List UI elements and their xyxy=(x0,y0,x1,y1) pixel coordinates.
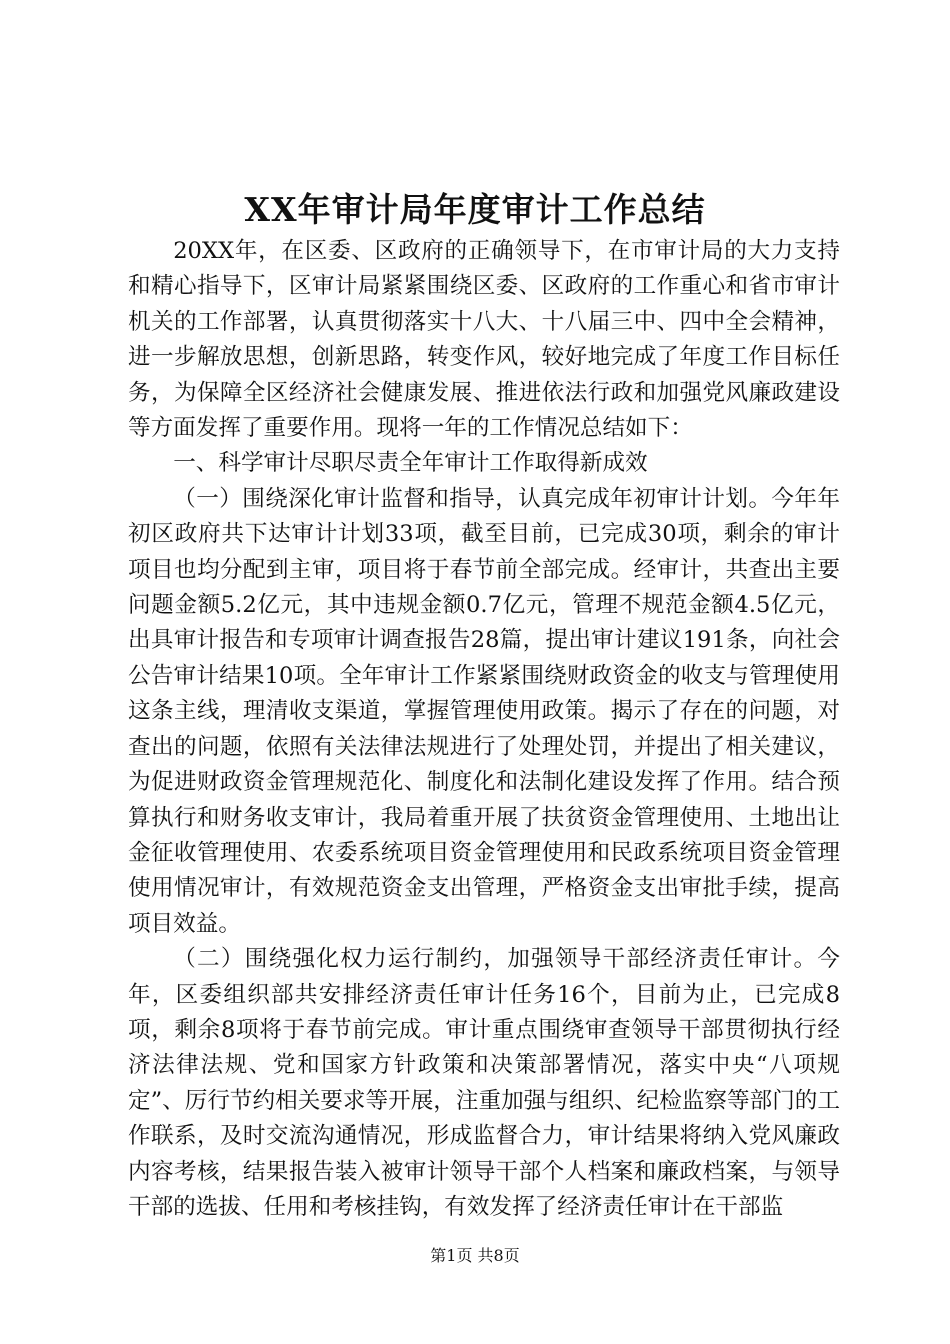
paragraph-subsection-1: （一）围绕深化审计监督和指导，认真完成年初审计计划。今年年初区政府共下达审计计划33项，截至目前，已完成30项，剩余的审计项目也均分配到主审，项目将于春节前全部完成。经审计，共查出主要问题金额5.2亿元，其中违规金额0.7亿元，管理不规范金额4.5亿元，出具审计报告和专项审计调查报告28篇，提出审计建议191条，向社会公告审计结果10项。全年审计工作紧紧围绕财政资金的收支与管理使用这条主线，理清收支渠道，掌握管理使用政策。揭示了存在的问题，对查出的问题，依照有关法律法规进行了处理处罚，并提出了相关建议，为促进财政资金管理规范化、制度化和法制化建设发挥了作用。结合预算执行和财务收支审计，我局着重开展了扶贫资金管理使用、土地出让金征收管理使用、农委系统项目资金管理使用和民政系统项目资金管理使用情况审计，有效规范资金支出管理，严格资金支出审批手续，提高项目效益。 xyxy=(128,485,840,937)
section-heading-1: 一、科学审计尽职尽责全年审计工作取得新成效 xyxy=(173,450,648,477)
paragraph-subsection-2: （二）围绕强化权力运行制约，加强领导干部经济责任审计。今年，区委组织部共安排经济责任审计任务16个，目前为止，已完成8项，剩余8项将于春节前完成。审计重点围绕审查领导干部贯彻执行经济法律法规、党和国家方针政策和决策部署情况，落实中央“八项规定”、厉行节约相关要求等开展，注重加强与组织、纪检监察等部门的工作联系，及时交流沟通情况，形成监督合力，审计结果将纳入党风廉政内容考核，结果报告装入被审计领导干部个人档案和廉政档案，与领导干部的选拔、任用和考核挂钩，有效发挥了经济责任审计在干部监 xyxy=(128,946,840,1220)
document-title: XX年审计局年度审计工作总结 xyxy=(244,190,706,229)
page-footer: 第1页 共8页 xyxy=(430,1246,520,1265)
paragraph-intro: 20XX年，在区委、区政府的正确领导下，在市审计局的大力支持和精心指导下，区审计局紧紧围绕区委、区政府的工作重心和省市审计机关的工作部署，认真贯彻落实十八大、十八届三中、四中全会精神，进一步解放思想，创新思路，转变作风，较好地完成了年度工作目标任务，为保障全区经济社会健康发展、推进依法行政和加强党风廉政建设等方面发挥了重要作用。现将一年的工作情况总结如下： xyxy=(128,238,840,442)
document-body xyxy=(128,234,840,1225)
